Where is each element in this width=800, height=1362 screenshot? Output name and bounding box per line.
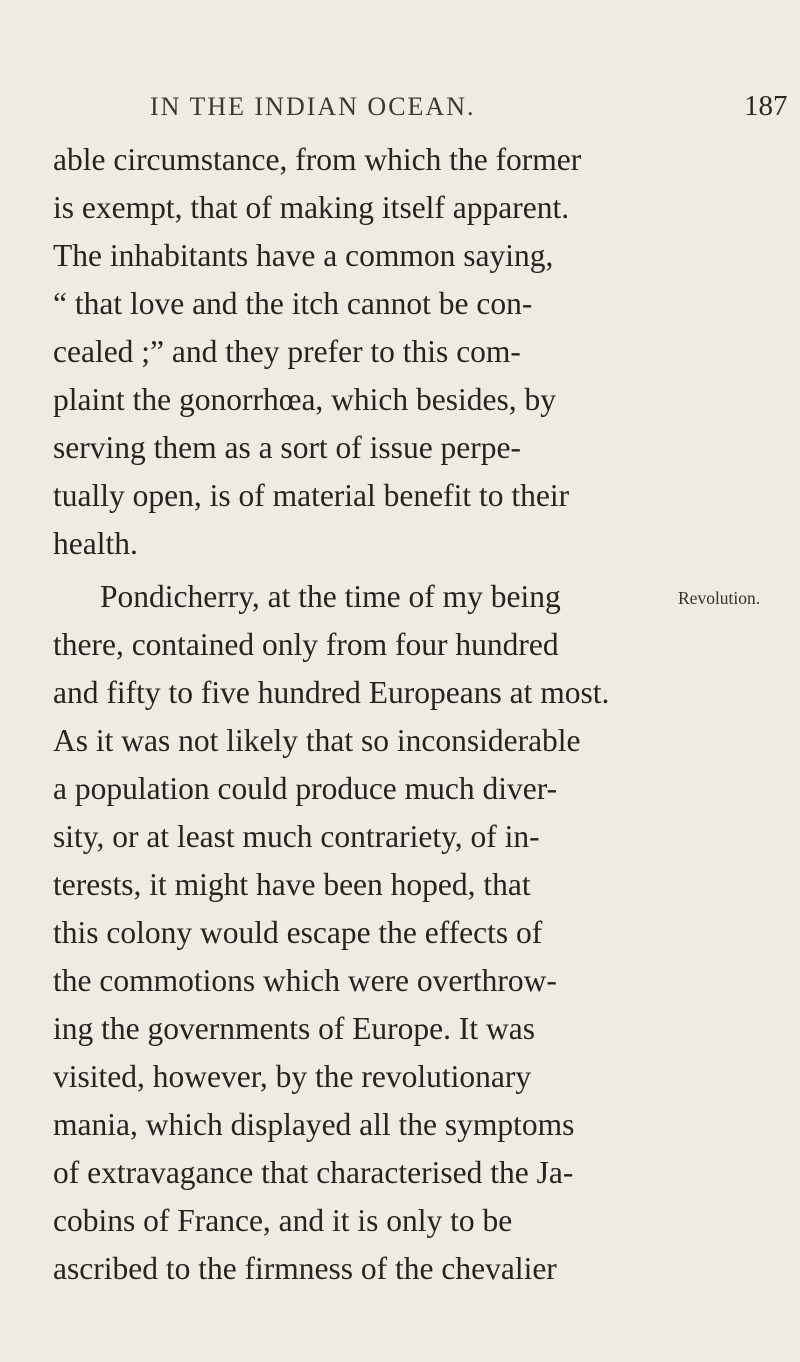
marginal-note: Revolution. bbox=[678, 588, 761, 608]
text-line: of extravagance that characterised the Ja- bbox=[53, 1155, 574, 1190]
page-number: 187 bbox=[744, 90, 788, 122]
text-line: The inhabitants have a common saying, bbox=[53, 238, 554, 273]
running-head: IN THE INDIAN OCEAN. bbox=[150, 92, 476, 121]
text-line: there, contained only from four hundred bbox=[53, 627, 559, 662]
text-line: As it was not likely that so inconsiderable bbox=[53, 723, 581, 758]
text-line: ing the governments of Europe. It was bbox=[53, 1011, 536, 1046]
text-line: the commotions which were overthrow- bbox=[53, 963, 557, 998]
text-line: tually open, is of material benefit to their bbox=[53, 478, 570, 513]
text-line: Pondicherry, at the time of my being bbox=[100, 579, 561, 614]
text-line: plaint the gonorrhœa, which besides, by bbox=[53, 382, 557, 417]
text-line: a population could produce much diver- bbox=[53, 771, 558, 806]
text-line: visited, however, by the revolutionary bbox=[53, 1059, 532, 1094]
text-line: is exempt, that of making itself apparent. bbox=[53, 190, 570, 225]
text-line: “ that love and the itch cannot be con- bbox=[53, 286, 533, 321]
text-line: cealed ;” and they prefer to this com- bbox=[53, 334, 521, 369]
text-line: cobins of France, and it is only to be bbox=[53, 1203, 513, 1238]
text-line: mania, which displayed all the symptoms bbox=[53, 1107, 575, 1142]
text-line: ascribed to the firmness of the chevalier bbox=[53, 1251, 557, 1286]
text-line: able circumstance, from which the former bbox=[53, 142, 582, 177]
text-line: this colony would escape the effects of bbox=[53, 915, 543, 950]
text-line: and fifty to five hundred Europeans at most. bbox=[53, 675, 610, 710]
text-line: health. bbox=[53, 526, 138, 561]
text-line: terests, it might have been hoped, that bbox=[53, 867, 531, 902]
text-line: serving them as a sort of issue perpe- bbox=[53, 430, 521, 465]
text-line: sity, or at least much contrariety, of in- bbox=[53, 819, 540, 854]
